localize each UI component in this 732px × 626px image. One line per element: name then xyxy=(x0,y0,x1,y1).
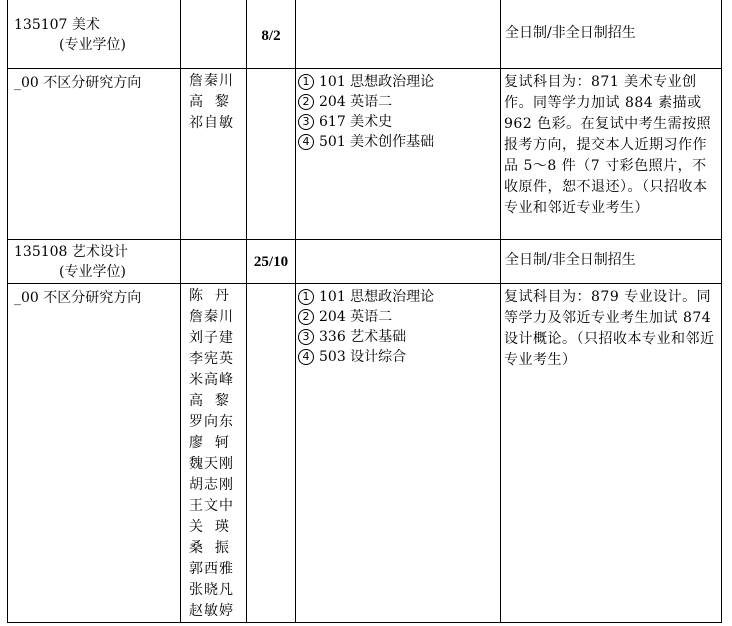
supervisor-list xyxy=(181,284,247,623)
exam-subject-text: 501 美术创作基础 xyxy=(319,134,435,150)
supervisor-name: 高 黎 xyxy=(189,94,230,110)
supervisor-name: 詹秦川 xyxy=(189,309,234,325)
exam-subject xyxy=(298,132,500,152)
program-detail-row xyxy=(8,69,722,240)
research-direction: _00 不区分研究方向 xyxy=(8,284,181,623)
program-code: 135108 艺术设计 xyxy=(14,244,128,260)
supervisor-name: 胡志刚 xyxy=(189,477,234,493)
exam-subject xyxy=(298,347,500,367)
supervisor-name: 高 黎 xyxy=(189,393,230,409)
circled-number: 1 xyxy=(298,74,314,90)
research-direction: _00 不区分研究方向 xyxy=(8,69,181,240)
supervisor-name: 张晓凡 xyxy=(189,582,234,598)
empty-cell xyxy=(247,284,296,623)
supervisor-name: 郭西雅 xyxy=(189,561,234,577)
program-detail-row xyxy=(8,284,722,623)
exam-subject-text: 101 思想政治理论 xyxy=(319,289,435,305)
empty-cell xyxy=(181,240,247,284)
supervisor-name: 关 瑛 xyxy=(189,519,230,535)
exam-subject xyxy=(298,72,500,92)
circled-number: 4 xyxy=(298,134,314,150)
exam-subject xyxy=(298,327,500,347)
circled-number: 2 xyxy=(298,309,314,325)
degree-type: (专业学位) xyxy=(59,264,126,280)
supervisor-name: 桑 振 xyxy=(189,540,230,556)
circled-number: 2 xyxy=(298,94,314,110)
degree-type: (专业学位) xyxy=(59,37,126,53)
exam-subject-text: 336 艺术基础 xyxy=(319,329,407,345)
exam-subject xyxy=(298,287,500,307)
enrollment-ratio: 25/10 xyxy=(247,240,296,284)
supervisor-name: 赵敏婷 xyxy=(189,603,234,619)
supervisor-name: 陈 丹 xyxy=(189,288,230,304)
supervisor-name: 米高峰 xyxy=(189,372,234,388)
circled-number: 3 xyxy=(298,329,314,345)
exam-subjects xyxy=(296,69,501,240)
exam-subject-text: 204 英语二 xyxy=(319,309,393,325)
empty-cell xyxy=(247,69,296,240)
empty-cell xyxy=(181,0,247,69)
exam-subject-text: 503 设计综合 xyxy=(319,349,407,365)
study-mode: 全日制/非全日制招生 xyxy=(501,0,722,69)
empty-cell xyxy=(296,240,501,284)
circled-number: 1 xyxy=(298,289,314,305)
supervisor-name: 廖 轲 xyxy=(189,435,230,451)
remarks: 复试科目为：879 专业设计。同等学力及邻近专业考生加试 874 设计概论。（只招收本专业和邻近专业考生） xyxy=(501,284,722,623)
program-code-cell xyxy=(8,240,181,284)
supervisor-name: 祁自敏 xyxy=(189,115,234,131)
program-code-cell xyxy=(8,0,181,69)
supervisor-name: 罗向东 xyxy=(189,414,234,430)
exam-subjects xyxy=(296,284,501,623)
exam-subject xyxy=(298,112,500,132)
exam-subject xyxy=(298,307,500,327)
supervisor-name: 魏天刚 xyxy=(189,456,234,472)
program-header-row xyxy=(8,240,722,284)
study-mode: 全日制/非全日制招生 xyxy=(501,240,722,284)
exam-subject-text: 617 美术史 xyxy=(319,114,393,130)
supervisor-name: 詹秦川 xyxy=(189,73,234,89)
program-header-row xyxy=(8,0,722,69)
supervisor-name: 刘子建 xyxy=(189,330,234,346)
circled-number: 3 xyxy=(298,114,314,130)
program-table xyxy=(7,0,722,623)
circled-number: 4 xyxy=(298,349,314,365)
remarks: 复试科目为：871 美术专业创作。同等学力加试 884 素描或 962 色彩。在复试中考生需按照报考方向，提交本人近期习作作品 5～8 件（7 寸彩色照片，不收原件，恕不退还）。（只招收本专业和邻近专业考生） xyxy=(501,69,722,240)
program-code: 135107 美术 xyxy=(14,17,100,33)
supervisor-name: 王文中 xyxy=(189,498,234,514)
empty-cell xyxy=(296,0,501,69)
exam-subject xyxy=(298,92,500,112)
enrollment-ratio: 8/2 xyxy=(247,0,296,69)
exam-subject-text: 101 思想政治理论 xyxy=(319,74,435,90)
exam-subject-text: 204 英语二 xyxy=(319,94,393,110)
supervisor-name: 李宪英 xyxy=(189,351,234,367)
supervisor-list xyxy=(181,69,247,240)
